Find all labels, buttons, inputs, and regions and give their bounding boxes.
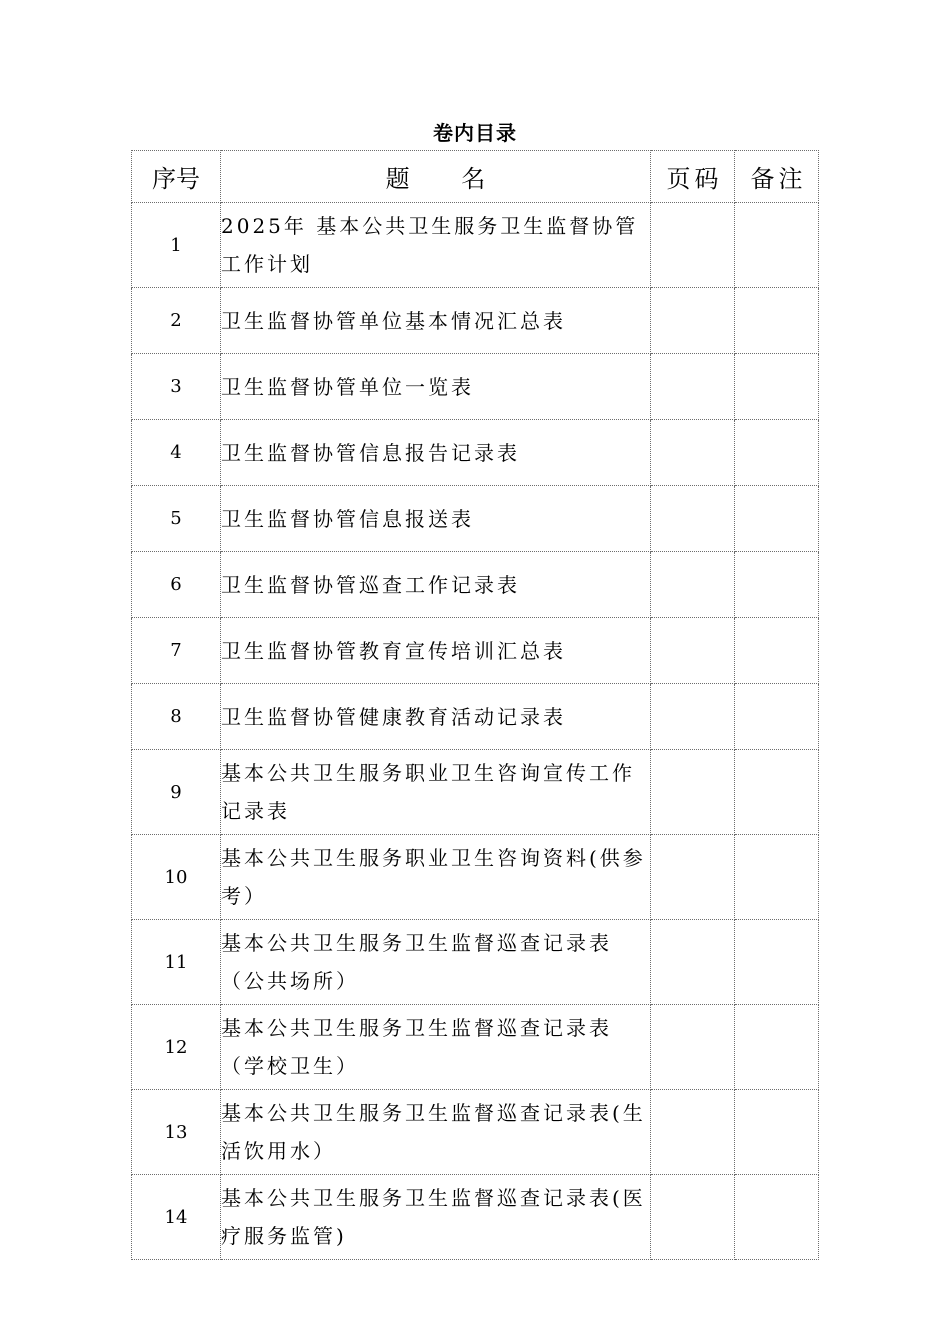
row-seq: 7 bbox=[132, 618, 221, 684]
row-page bbox=[651, 920, 735, 1005]
row-note bbox=[735, 1090, 819, 1175]
toc-table bbox=[131, 150, 819, 1260]
row-seq: 14 bbox=[132, 1175, 221, 1260]
row-seq: 6 bbox=[132, 552, 221, 618]
row-page bbox=[651, 288, 735, 354]
row-note bbox=[735, 203, 819, 288]
row-note bbox=[735, 420, 819, 486]
row-page bbox=[651, 1005, 735, 1090]
row-seq: 12 bbox=[132, 1005, 221, 1090]
header-row bbox=[132, 151, 819, 203]
row-seq: 1 bbox=[132, 203, 221, 288]
header-seq-label: 序号 bbox=[152, 165, 200, 193]
table-row bbox=[132, 203, 819, 288]
document-title: 卷内目录 bbox=[433, 121, 517, 145]
row-note bbox=[735, 618, 819, 684]
table-row bbox=[132, 618, 819, 684]
table-row bbox=[132, 684, 819, 750]
row-page bbox=[651, 420, 735, 486]
row-note bbox=[735, 684, 819, 750]
row-title: 基本公共卫生服务卫生监督巡查记录表(生活饮用水） bbox=[221, 1090, 651, 1175]
header-seq bbox=[132, 151, 221, 203]
table-row bbox=[132, 288, 819, 354]
row-title: 基本公共卫生服务卫生监督巡查记录表(医疗服务监管) bbox=[221, 1175, 651, 1260]
row-page bbox=[651, 552, 735, 618]
row-page bbox=[651, 203, 735, 288]
row-page bbox=[651, 618, 735, 684]
row-page bbox=[651, 354, 735, 420]
row-seq: 5 bbox=[132, 486, 221, 552]
row-page bbox=[651, 835, 735, 920]
row-note bbox=[735, 354, 819, 420]
table-row bbox=[132, 750, 819, 835]
row-note bbox=[735, 920, 819, 1005]
row-title: 卫生监督协管教育宣传培训汇总表 bbox=[221, 618, 651, 684]
row-note bbox=[735, 1175, 819, 1260]
table-row bbox=[132, 354, 819, 420]
row-title: 卫生监督协管健康教育活动记录表 bbox=[221, 684, 651, 750]
row-title: 基本公共卫生服务职业卫生咨询资料(供参考） bbox=[221, 835, 651, 920]
table-row bbox=[132, 1005, 819, 1090]
header-page bbox=[651, 151, 735, 203]
table-row bbox=[132, 1175, 819, 1260]
header-title bbox=[221, 151, 651, 203]
table-row bbox=[132, 1090, 819, 1175]
row-seq: 11 bbox=[132, 920, 221, 1005]
row-page bbox=[651, 1090, 735, 1175]
header-note bbox=[735, 151, 819, 203]
row-note bbox=[735, 1005, 819, 1090]
row-title: 基本公共卫生服务卫生监督巡查记录表（公共场所） bbox=[221, 920, 651, 1005]
row-title: 2025年 基本公共卫生服务卫生监督协管工作计划 bbox=[221, 203, 651, 288]
row-note bbox=[735, 486, 819, 552]
row-note bbox=[735, 288, 819, 354]
row-note bbox=[735, 750, 819, 835]
row-seq: 13 bbox=[132, 1090, 221, 1175]
row-title: 卫生监督协管巡查工作记录表 bbox=[221, 552, 651, 618]
row-title: 卫生监督协管单位一览表 bbox=[221, 354, 651, 420]
table-row bbox=[132, 486, 819, 552]
row-page bbox=[651, 486, 735, 552]
row-note bbox=[735, 552, 819, 618]
row-page bbox=[651, 684, 735, 750]
row-seq: 4 bbox=[132, 420, 221, 486]
row-title: 卫生监督协管单位基本情况汇总表 bbox=[221, 288, 651, 354]
row-title: 卫生监督协管信息报告记录表 bbox=[221, 420, 651, 486]
row-title: 基本公共卫生服务卫生监督巡查记录表（学校卫生） bbox=[221, 1005, 651, 1090]
table-row bbox=[132, 835, 819, 920]
header-note-label: 备注 bbox=[750, 165, 807, 193]
row-title: 卫生监督协管信息报送表 bbox=[221, 486, 651, 552]
row-seq: 9 bbox=[132, 750, 221, 835]
row-seq: 3 bbox=[132, 354, 221, 420]
row-page bbox=[651, 1175, 735, 1260]
table-row bbox=[132, 420, 819, 486]
header-page-label: 页码 bbox=[666, 165, 723, 193]
table-row bbox=[132, 552, 819, 618]
row-seq: 10 bbox=[132, 835, 221, 920]
table-row bbox=[132, 920, 819, 1005]
row-seq: 8 bbox=[132, 684, 221, 750]
row-seq: 2 bbox=[132, 288, 221, 354]
row-note bbox=[735, 835, 819, 920]
row-title: 基本公共卫生服务职业卫生咨询宣传工作记录表 bbox=[221, 750, 651, 835]
row-page bbox=[651, 750, 735, 835]
header-title-label: 题 名 bbox=[385, 165, 508, 193]
